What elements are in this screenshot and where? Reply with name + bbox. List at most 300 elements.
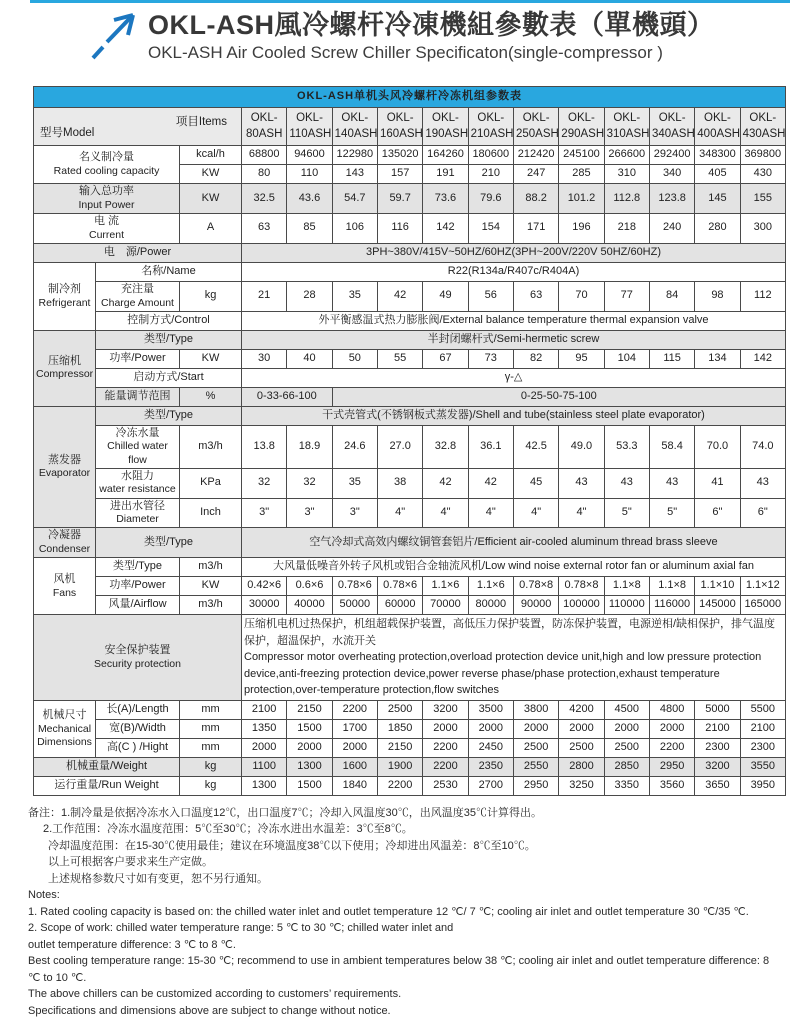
value-cell: 42 — [423, 468, 468, 498]
value-cell: 40 — [287, 349, 332, 368]
table-row — [34, 281, 786, 311]
value-cell: 63 — [242, 213, 287, 243]
note-line: 以上可根据客户要求来生产定做。 — [48, 856, 213, 869]
table-banner: OKL-ASH单机头风冷螺杆冷冻机组参数表 — [34, 87, 786, 108]
value-cell: 1.1×8 — [649, 577, 694, 596]
value-cell: 94600 — [287, 146, 332, 165]
value-cell: 30 — [242, 349, 287, 368]
notes-english — [28, 887, 773, 1019]
unit-cell: kg — [180, 757, 242, 776]
merged-value-cell: 0-25-50-75-100 — [332, 387, 785, 406]
security-text-cell: 压缩机电机过热保护，机组超载保护装置，高低压力保护装置，防冻保护装置，电源逆相/缺相保护，排气温度保护，超温保护，水流开关 Compressor motor overheating protection,overload protection device unit,high and low pressure protection device,anti-freezing protection device,power reverse phase/phase protection,exhaust temperature protection,over-temperature protection,flow switches — [242, 615, 786, 701]
value-cell: 164260 — [423, 146, 468, 165]
model-header-160ash: OKL- 160ASH — [377, 108, 422, 146]
row-label: 名称/Name — [96, 262, 242, 281]
value-cell: 74.0 — [740, 425, 785, 468]
value-cell: 54.7 — [332, 184, 377, 214]
row-group-label: 机械尺寸 Mechanical Dimensions — [34, 700, 96, 757]
value-cell: 171 — [513, 213, 558, 243]
table-row — [34, 776, 786, 795]
value-cell: 1700 — [332, 719, 377, 738]
value-cell: 2800 — [559, 757, 604, 776]
value-cell: 3650 — [695, 776, 740, 795]
value-cell: 36.1 — [468, 425, 513, 468]
value-cell: 2000 — [287, 738, 332, 757]
row-label: 类型/Type — [96, 558, 180, 577]
merged-value-cell: γ-△ — [242, 368, 786, 387]
value-cell: 2100 — [695, 719, 740, 738]
row-label: 能量调节范围 — [96, 387, 180, 406]
unit-cell: m3/h — [180, 425, 242, 468]
row-label: 名义制冷量 Rated cooling capacity — [34, 146, 180, 184]
value-cell: 240 — [649, 213, 694, 243]
value-cell: 3" — [287, 498, 332, 528]
value-cell: 2200 — [332, 700, 377, 719]
table-row — [34, 425, 786, 468]
value-cell: 3200 — [695, 757, 740, 776]
value-cell: 1.1×8 — [604, 577, 649, 596]
row-label: 运行重量/Run Weight — [34, 776, 180, 795]
value-cell: 2300 — [695, 738, 740, 757]
row-label: 充注量 Charge Amount — [96, 281, 180, 311]
note-line: 2. Scope of work: chilled water temperature range: 5 ℃ to 30 ℃; chilled water inlet and — [28, 922, 454, 935]
value-cell: 79.6 — [468, 184, 513, 214]
unit-cell: mm — [180, 738, 242, 757]
note-line: Specifications and dimensions above are subject to change without notice. — [28, 1004, 391, 1017]
unit-cell: kg — [180, 281, 242, 311]
value-cell: 4200 — [559, 700, 604, 719]
value-cell: 2100 — [740, 719, 785, 738]
value-cell: 0.42×6 — [242, 577, 287, 596]
value-cell: 3500 — [468, 700, 513, 719]
value-cell: 2000 — [513, 719, 558, 738]
value-cell: 106 — [332, 213, 377, 243]
unit-cell: mm — [180, 719, 242, 738]
value-cell: 42 — [377, 281, 422, 311]
value-cell: 2000 — [649, 719, 694, 738]
value-cell: 285 — [559, 165, 604, 184]
value-cell: 2850 — [604, 757, 649, 776]
value-cell: 32.8 — [423, 425, 468, 468]
note-line: 备注：1.制冷量是依据冷冻水入口温度12℃，出口温度7℃；冷却入风温度30℃，出风温度35℃计算得出。 — [28, 806, 542, 819]
value-cell: 63 — [513, 281, 558, 311]
value-cell: 5000 — [695, 700, 740, 719]
value-cell: 142 — [740, 349, 785, 368]
value-cell: 0.78×8 — [513, 577, 558, 596]
value-cell: 155 — [740, 184, 785, 214]
unit-cell: mm — [180, 700, 242, 719]
row-label: 进出水管径 Diameter — [96, 498, 180, 528]
value-cell: 28 — [287, 281, 332, 311]
value-cell: 142 — [423, 213, 468, 243]
value-cell: 1.1×6 — [423, 577, 468, 596]
value-cell: 2000 — [468, 719, 513, 738]
value-cell: 60000 — [377, 596, 422, 615]
table-row — [34, 468, 786, 498]
model-header-110ash: OKL- 110ASH — [287, 108, 332, 146]
value-cell: 43 — [559, 468, 604, 498]
value-cell: 42 — [468, 468, 513, 498]
value-cell: 40000 — [287, 596, 332, 615]
value-cell: 2000 — [604, 719, 649, 738]
value-cell: 1300 — [287, 757, 332, 776]
row-label: 电 源/Power — [34, 243, 242, 262]
table-row — [34, 738, 786, 757]
value-cell: 88.2 — [513, 184, 558, 214]
title-block — [148, 10, 790, 63]
footnotes — [28, 805, 773, 1019]
value-cell: 1500 — [287, 719, 332, 738]
value-cell: 0.78×6 — [332, 577, 377, 596]
value-cell: 2200 — [423, 757, 468, 776]
value-cell: 82 — [513, 349, 558, 368]
value-cell: 292400 — [649, 146, 694, 165]
table-row — [34, 146, 786, 165]
value-cell: 1.1×12 — [740, 577, 785, 596]
table-row — [34, 406, 786, 425]
value-cell: 3550 — [740, 757, 785, 776]
value-cell: 266600 — [604, 146, 649, 165]
value-cell: 2500 — [559, 738, 604, 757]
value-cell: 18.9 — [287, 425, 332, 468]
value-cell: 116000 — [649, 596, 694, 615]
note-line: 上述规格参数尺寸如有变更，恕不另行通知。 — [48, 872, 268, 885]
value-cell: 35 — [332, 281, 377, 311]
unit-cell: KPa — [180, 468, 242, 498]
value-cell: 2350 — [468, 757, 513, 776]
value-cell: 6" — [740, 498, 785, 528]
table-row — [34, 596, 786, 615]
unit-cell: m3/h — [180, 558, 242, 577]
value-cell: 59.7 — [377, 184, 422, 214]
value-cell: 300 — [740, 213, 785, 243]
value-cell: 3560 — [649, 776, 694, 795]
value-cell: 143 — [332, 165, 377, 184]
merged-value-cell: 空气冷却式高效内螺纹铜管套铝片/Efficient air-cooled aluminum thread brass sleeve — [242, 528, 786, 558]
unit-cell: KW — [180, 184, 242, 214]
table-row — [34, 330, 786, 349]
value-cell: 135020 — [377, 146, 422, 165]
row-label: 类型/Type — [96, 330, 242, 349]
model-header-190ash: OKL- 190ASH — [423, 108, 468, 146]
model-header-340ash: OKL- 340ASH — [649, 108, 694, 146]
value-cell: 4" — [468, 498, 513, 528]
value-cell: 4500 — [604, 700, 649, 719]
value-cell: 3250 — [559, 776, 604, 795]
value-cell: 85 — [287, 213, 332, 243]
value-cell: 27.0 — [377, 425, 422, 468]
value-cell: 430 — [740, 165, 785, 184]
table-row — [34, 757, 786, 776]
value-cell: 104 — [604, 349, 649, 368]
value-cell: 4" — [513, 498, 558, 528]
model-header-140ash: OKL- 140ASH — [332, 108, 377, 146]
merged-value-cell: 干式壳管式(不锈钢板式蒸发器)/Shell and tube(stainless steel plate evaporator) — [242, 406, 786, 425]
value-cell: 2150 — [287, 700, 332, 719]
value-cell: 2950 — [513, 776, 558, 795]
note-line: Best cooling temperature range: 15-30 ℃; recommend to use in ambient temperatures below 38 ℃; cooling air inlet and outlet temperature difference: 8 ℃ to 10 ℃. — [28, 955, 770, 984]
row-label: 安全保护装置 Security protection — [34, 615, 242, 701]
value-cell: 41 — [695, 468, 740, 498]
value-cell: 13.8 — [242, 425, 287, 468]
value-cell: 70 — [559, 281, 604, 311]
table-row — [34, 349, 786, 368]
value-cell: 180600 — [468, 146, 513, 165]
value-cell: 49 — [423, 281, 468, 311]
model-header-80ash: OKL- 80ASH — [242, 108, 287, 146]
value-cell: 340 — [649, 165, 694, 184]
value-cell: 310 — [604, 165, 649, 184]
merged-value-cell: 0-33-66-100 — [242, 387, 333, 406]
value-cell: 280 — [695, 213, 740, 243]
row-label: 机械重量/Weight — [34, 757, 180, 776]
value-cell: 4" — [559, 498, 604, 528]
value-cell: 212420 — [513, 146, 558, 165]
value-cell: 157 — [377, 165, 422, 184]
value-cell: 49.0 — [559, 425, 604, 468]
value-cell: 145 — [695, 184, 740, 214]
value-cell: 2500 — [377, 700, 422, 719]
value-cell: 3" — [242, 498, 287, 528]
value-cell: 1850 — [377, 719, 422, 738]
table-row — [34, 243, 786, 262]
corner-header-cell — [34, 108, 242, 146]
row-group-label: 蒸发器 Evaporator — [34, 406, 96, 528]
merged-value-cell: R22(R134a/R407c/R404A) — [242, 262, 786, 281]
value-cell: 1.1×6 — [468, 577, 513, 596]
value-cell: 70.0 — [695, 425, 740, 468]
value-cell: 247 — [513, 165, 558, 184]
value-cell: 110 — [287, 165, 332, 184]
value-cell: 55 — [377, 349, 422, 368]
value-cell: 4800 — [649, 700, 694, 719]
value-cell: 73.6 — [423, 184, 468, 214]
value-cell: 90000 — [513, 596, 558, 615]
model-header-310ash: OKL- 310ASH — [604, 108, 649, 146]
value-cell: 80 — [242, 165, 287, 184]
value-cell: 1500 — [287, 776, 332, 795]
row-label: 类型/Type — [96, 406, 242, 425]
unit-cell: kcal/h — [180, 146, 242, 165]
value-cell: 2150 — [377, 738, 422, 757]
row-label: 冷冻水量 Chilled water flow — [96, 425, 180, 468]
value-cell: 24.6 — [332, 425, 377, 468]
value-cell: 45 — [513, 468, 558, 498]
value-cell: 5500 — [740, 700, 785, 719]
model-header-430ash: OKL- 430ASH — [740, 108, 785, 146]
model-header-290ash: OKL- 290ASH — [559, 108, 604, 146]
note-line: The above chillers can be customized according to customers’ requirements. — [28, 988, 402, 1001]
value-cell: 50 — [332, 349, 377, 368]
row-label: 类型/Type — [96, 528, 242, 558]
value-cell: 101.2 — [559, 184, 604, 214]
corner-model-label: 型号Model — [40, 126, 95, 139]
note-line: Notes: — [28, 889, 60, 902]
value-cell: 2100 — [242, 700, 287, 719]
table-row — [34, 184, 786, 214]
unit-cell: A — [180, 213, 242, 243]
value-cell: 1.1×10 — [695, 577, 740, 596]
notes-chinese — [28, 805, 773, 888]
value-cell: 2500 — [604, 738, 649, 757]
row-group-label: 制冷剂 Refrigerant — [34, 262, 96, 330]
row-label: 风量/Airflow — [96, 596, 180, 615]
value-cell: 95 — [559, 349, 604, 368]
value-cell: 210 — [468, 165, 513, 184]
model-header-row — [34, 108, 786, 146]
value-cell: 68800 — [242, 146, 287, 165]
value-cell: 4" — [423, 498, 468, 528]
value-cell: 5" — [604, 498, 649, 528]
value-cell: 2000 — [559, 719, 604, 738]
value-cell: 2200 — [649, 738, 694, 757]
value-cell: 1600 — [332, 757, 377, 776]
row-label: 长(A)/Length — [96, 700, 180, 719]
value-cell: 1350 — [242, 719, 287, 738]
value-cell: 43 — [649, 468, 694, 498]
row-label: 功率/Power — [96, 349, 180, 368]
value-cell: 154 — [468, 213, 513, 243]
value-cell: 2450 — [468, 738, 513, 757]
row-group-label: 风机 Fans — [34, 558, 96, 615]
value-cell: 73 — [468, 349, 513, 368]
value-cell: 369800 — [740, 146, 785, 165]
value-cell: 6" — [695, 498, 740, 528]
value-cell: 43 — [740, 468, 785, 498]
table-row — [34, 558, 786, 577]
value-cell: 2500 — [513, 738, 558, 757]
value-cell: 2000 — [332, 738, 377, 757]
value-cell: 2530 — [423, 776, 468, 795]
model-header-250ash: OKL- 250ASH — [513, 108, 558, 146]
value-cell: 1840 — [332, 776, 377, 795]
value-cell: 38 — [377, 468, 422, 498]
unit-cell: m3/h — [180, 596, 242, 615]
table-row — [34, 311, 786, 330]
unit-cell: KW — [180, 577, 242, 596]
value-cell: 3950 — [740, 776, 785, 795]
row-label: 控制方式/Control — [96, 311, 242, 330]
value-cell: 145000 — [695, 596, 740, 615]
value-cell: 123.8 — [649, 184, 694, 214]
row-label: 电 流 Current — [34, 213, 180, 243]
value-cell: 0.78×8 — [559, 577, 604, 596]
model-header-210ash: OKL- 210ASH — [468, 108, 513, 146]
value-cell: 53.3 — [604, 425, 649, 468]
row-group-label: 冷凝器 Condenser — [34, 528, 96, 558]
value-cell: 98 — [695, 281, 740, 311]
merged-value-cell: 外平衡感温式热力膨胀阀/External balance temperature thermal expansion valve — [242, 311, 786, 330]
table-row — [34, 368, 786, 387]
unit-cell: KW — [180, 165, 242, 184]
value-cell: 32.5 — [242, 184, 287, 214]
value-cell: 0.78×6 — [377, 577, 422, 596]
value-cell: 100000 — [559, 596, 604, 615]
row-group-label: 压缩机 Compressor — [34, 330, 96, 406]
value-cell: 84 — [649, 281, 694, 311]
value-cell: 116 — [377, 213, 422, 243]
table-row — [34, 213, 786, 243]
value-cell: 70000 — [423, 596, 468, 615]
value-cell: 43 — [604, 468, 649, 498]
value-cell: 67 — [423, 349, 468, 368]
table-row — [34, 700, 786, 719]
value-cell: 32 — [242, 468, 287, 498]
note-line: 1. Rated cooling capacity is based on: the chilled water inlet and outlet temperature 12 ℃/ 7 ℃; cooling air inlet and outlet temperature 30 ℃/35 ℃. — [28, 905, 749, 918]
spec-table — [33, 86, 786, 796]
model-header-400ash: OKL- 400ASH — [695, 108, 740, 146]
value-cell: 112 — [740, 281, 785, 311]
value-cell: 58.4 — [649, 425, 694, 468]
table-row — [34, 528, 786, 558]
value-cell: 134 — [695, 349, 740, 368]
row-label: 输入总功率 Input Power — [34, 184, 180, 214]
value-cell: 56 — [468, 281, 513, 311]
value-cell: 2550 — [513, 757, 558, 776]
value-cell: 5" — [649, 498, 694, 528]
arrow-up-right-icon — [88, 8, 140, 60]
value-cell: 42.5 — [513, 425, 558, 468]
unit-cell: KW — [180, 349, 242, 368]
table-banner-row — [34, 87, 786, 108]
value-cell: 3200 — [423, 700, 468, 719]
value-cell: 165000 — [740, 596, 785, 615]
value-cell: 112.8 — [604, 184, 649, 214]
value-cell: 191 — [423, 165, 468, 184]
value-cell: 2700 — [468, 776, 513, 795]
value-cell: 1300 — [242, 776, 287, 795]
table-row — [34, 577, 786, 596]
value-cell: 2000 — [423, 719, 468, 738]
value-cell: 196 — [559, 213, 604, 243]
page-title-zh: OKL-ASH風冷螺杆冷凍機組參數表（單機頭） — [148, 10, 715, 40]
value-cell: 2300 — [740, 738, 785, 757]
table-row — [34, 498, 786, 528]
table-row — [34, 719, 786, 738]
value-cell: 2950 — [649, 757, 694, 776]
value-cell: 1100 — [242, 757, 287, 776]
value-cell: 218 — [604, 213, 649, 243]
row-label: 水阻力 water resistance — [96, 468, 180, 498]
unit-cell: % — [180, 387, 242, 406]
row-label: 功率/Power — [96, 577, 180, 596]
table-row — [34, 262, 786, 281]
value-cell: 77 — [604, 281, 649, 311]
value-cell: 2000 — [242, 738, 287, 757]
page-title-en: OKL-ASH Air Cooled Screw Chiller Specificaton(single-compressor ) — [148, 43, 663, 63]
value-cell: 122980 — [332, 146, 377, 165]
note-line: 冷却温度范围：在15-30℃使用最佳；建议在环境温度38℃以下使用；冷却进出风温差：8℃至10℃。 — [48, 839, 536, 852]
table-row — [34, 387, 786, 406]
value-cell: 348300 — [695, 146, 740, 165]
value-cell: 110000 — [604, 596, 649, 615]
value-cell: 50000 — [332, 596, 377, 615]
merged-value-cell: 大风量低噪音外转子风机或铝合金轴流风机/Low wind noise external rotor fan or aluminum axial fan — [242, 558, 786, 577]
note-line: outlet temperature difference: 3 ℃ to 8 ℃. — [28, 938, 236, 951]
value-cell: 4" — [377, 498, 422, 528]
value-cell: 30000 — [242, 596, 287, 615]
value-cell: 3" — [332, 498, 377, 528]
row-label: 宽(B)/Width — [96, 719, 180, 738]
value-cell: 2200 — [377, 776, 422, 795]
value-cell: 0.6×6 — [287, 577, 332, 596]
value-cell: 32 — [287, 468, 332, 498]
row-label: 高(C ) /Hight — [96, 738, 180, 757]
value-cell: 405 — [695, 165, 740, 184]
value-cell: 3350 — [604, 776, 649, 795]
value-cell: 1900 — [377, 757, 422, 776]
corner-items-label: 项目Items — [175, 116, 227, 128]
